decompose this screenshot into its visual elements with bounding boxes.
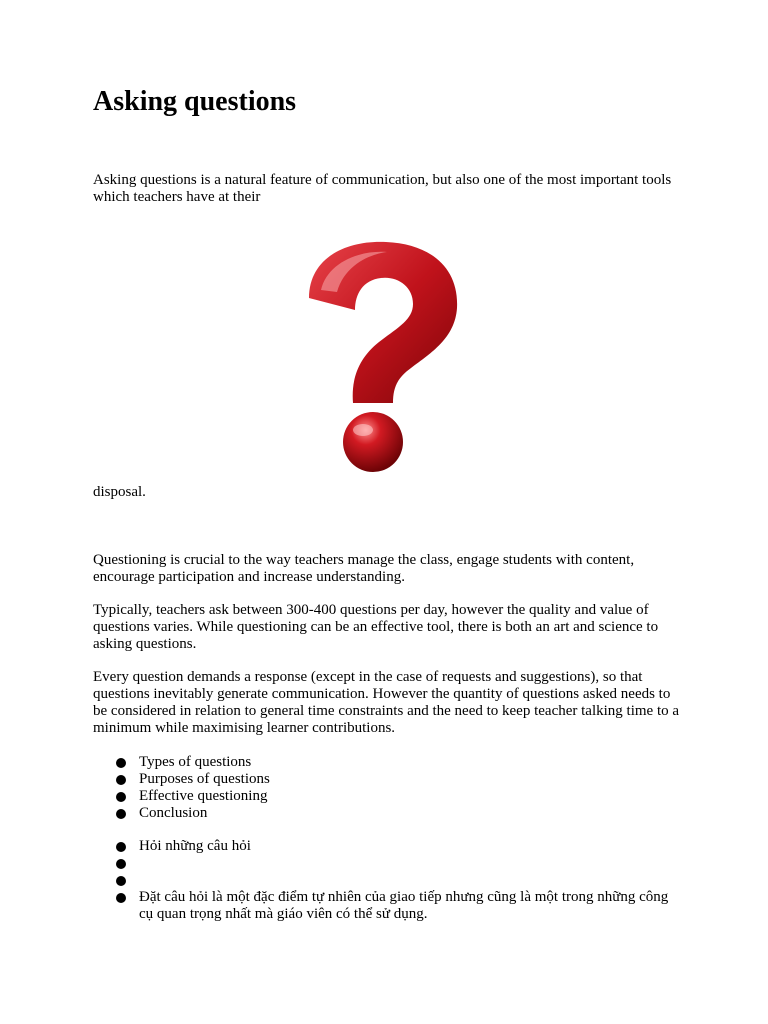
topics-list: [93, 754, 683, 822]
bullet-icon: [116, 758, 126, 768]
page-title: Asking questions: [93, 86, 297, 117]
question-mark-icon: [301, 238, 461, 478]
list-item: Types of questions: [93, 754, 683, 771]
bullet-icon: [116, 893, 126, 903]
bullet-icon: [116, 792, 126, 802]
body-paragraph: Every question demands a response (except in the case of requests and suggestions), so that questions inevitably generate communication. However the quantity of questions asked needs to be considered in relation to general time constraints and the need to keep teacher talking time to a minimum while maximising learner contributions.: [93, 669, 680, 736]
intro-end-text: disposal.: [93, 484, 146, 500]
list-item: [93, 855, 683, 872]
list-item: Đặt câu hỏi là một đặc điểm tự nhiên của giao tiếp nhưng cũng là một trong những công cụ quan trọng nhất mà giáo viên có thể sử dụng.: [93, 889, 683, 923]
bullet-icon: [116, 809, 126, 819]
vietnamese-list: [93, 838, 683, 923]
bullet-icon: [116, 859, 126, 869]
intro-paragraph: Asking questions is a natural feature of communication, but also one of the most important tools which teachers have at their: [93, 172, 672, 205]
bullet-icon: [116, 775, 126, 785]
list-item: Conclusion: [93, 805, 683, 822]
bullet-icon: [116, 876, 126, 886]
list-item: [93, 872, 683, 889]
bullet-icon: [116, 842, 126, 852]
body-paragraph: Typically, teachers ask between 300-400 questions per day, however the quality and value of questions varies. While questioning can be an effective tool, there is both an art and science to asking questions.: [93, 602, 659, 652]
list-item: Effective questioning: [93, 788, 683, 805]
list-item: Hỏi những câu hỏi: [93, 838, 683, 855]
list-item: Purposes of questions: [93, 771, 683, 788]
body-paragraph: Questioning is crucial to the way teachers manage the class, engage students with content, encourage participation and increase understanding.: [93, 552, 635, 585]
